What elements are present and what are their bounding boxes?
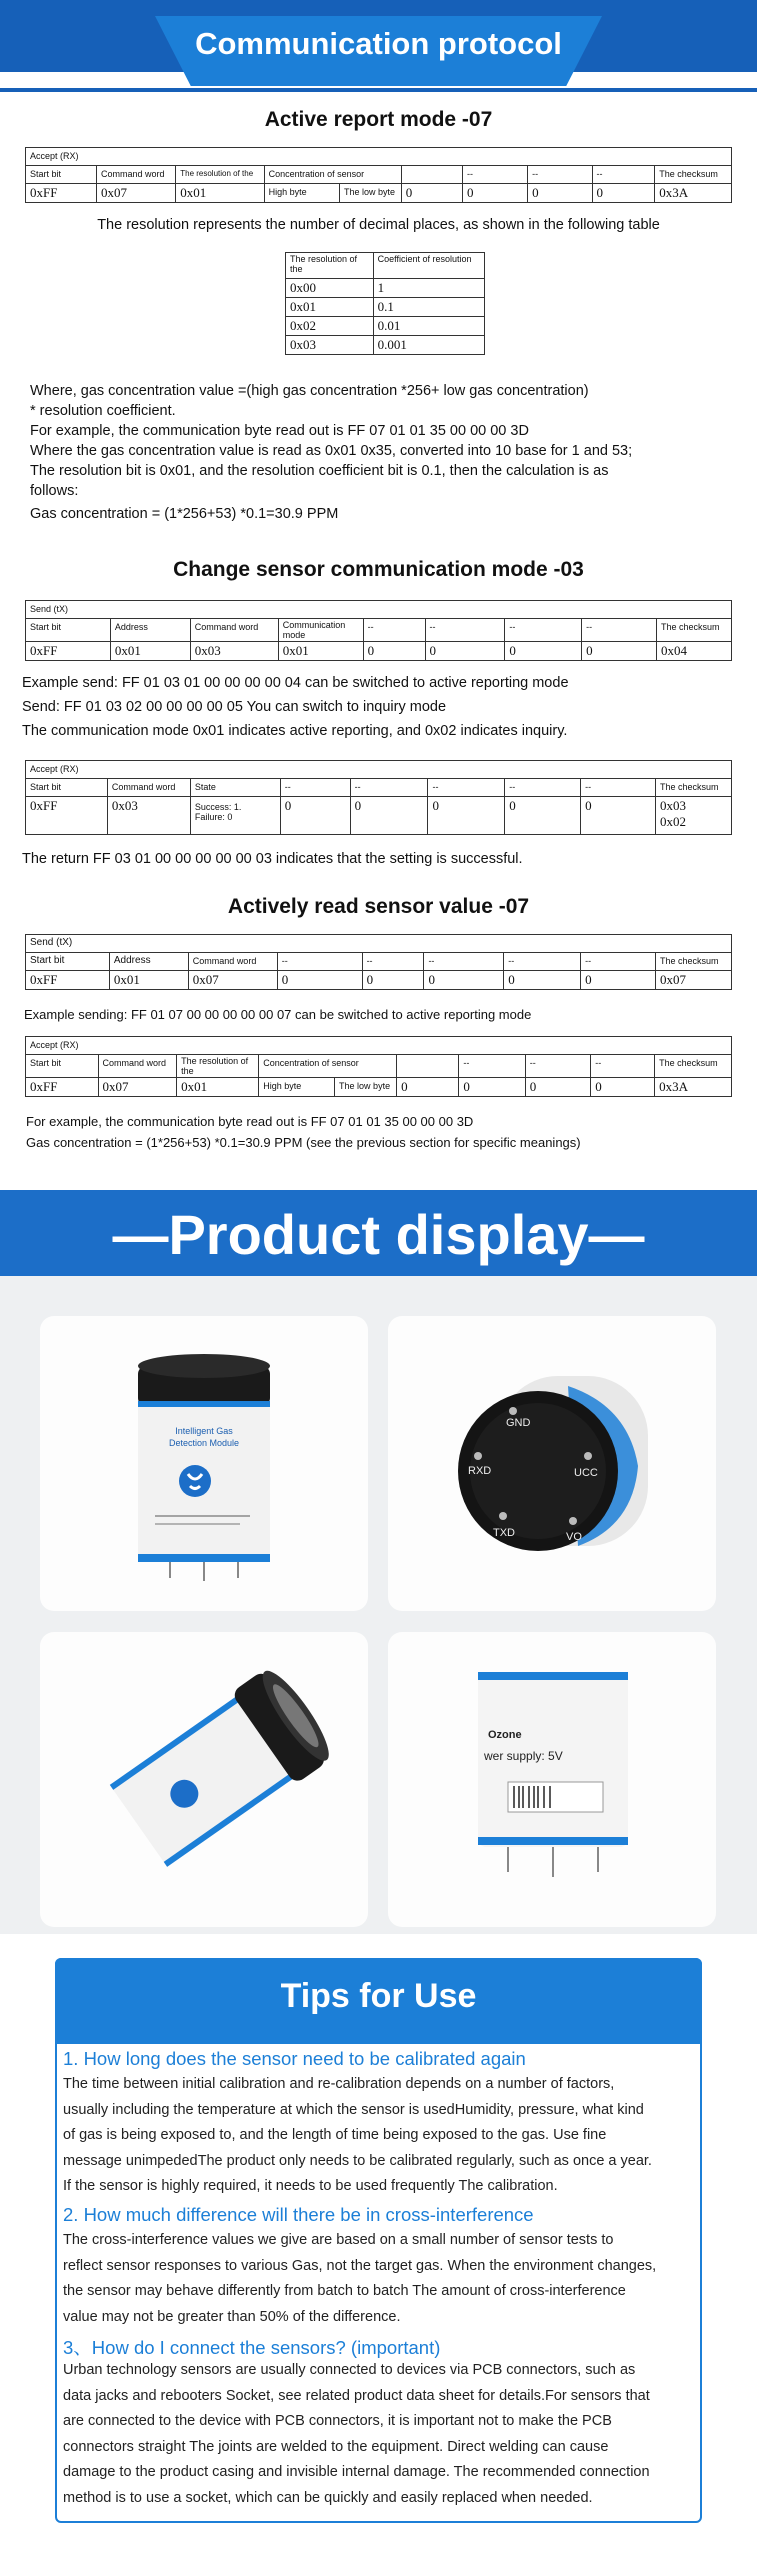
table-cell: 0x03 [286, 336, 374, 355]
send-table-change-mode [25, 600, 732, 661]
table-header: Start bit [26, 953, 110, 971]
table-header: The resolution of the [177, 1055, 259, 1078]
table-header: -- [591, 1055, 655, 1078]
tip-answer-line: reflect sensor responses to various Gas, not the target gas. When the environment changes, [63, 2257, 657, 2274]
explanation-line: Where the gas concentration value is read as 0x01 0x35, converted into 10 base for 1 and 53; [30, 443, 633, 459]
table-header: -- [280, 779, 350, 797]
table-header: Address [109, 953, 188, 971]
sensor-front-illustration [40, 1316, 368, 1611]
table-header: -- [525, 1055, 591, 1078]
table-header: Concentration of sensor [264, 166, 401, 184]
table-subheader-high: High byte [265, 184, 340, 202]
table-cell: 0xFF [26, 184, 97, 203]
table-cell: 0x02 [286, 317, 374, 336]
tips-title: Tips for Use [280, 1977, 477, 2015]
table-header: Concentration of sensor [259, 1055, 397, 1078]
table-cell: 0 [505, 642, 582, 661]
tip-answer-line: The time between initial calibration and re-calibration depends on a number of factors, [63, 2076, 615, 2092]
module-label: Intelligent Gas [175, 1426, 233, 1436]
table-cell: 0 [462, 184, 527, 203]
table-cell: 0 [350, 797, 428, 835]
table-cell: 0x3A [655, 1078, 732, 1097]
table-cell: 0x07 [655, 971, 731, 990]
result-line: The return FF 03 01 00 00 00 00 00 03 indicates that the setting is successful. [22, 851, 523, 867]
product-photo-label [388, 1632, 716, 1927]
gas-label: Ozone [488, 1729, 522, 1741]
table-cell: 0 [428, 797, 505, 835]
table-header: -- [363, 619, 425, 642]
pin-label: TXD [493, 1527, 515, 1539]
product-photo-side [40, 1632, 368, 1927]
table-cell: 0x03 [107, 797, 190, 835]
tip-answer-line: are connected to the device with PCB connectors, it is important not to make the PCB [63, 2413, 612, 2429]
table-header: -- [362, 953, 424, 971]
table-header: Start bit [26, 779, 108, 797]
table-cell: 0 [280, 797, 350, 835]
table-header: The checksum [655, 779, 731, 797]
table-header: The resolution of the [286, 253, 374, 279]
example-line: The communication mode 0x01 indicates active reporting, and 0x02 indicates inquiry. [22, 723, 568, 739]
explanation-line: Where, gas concentration value =(high gas concentration *256+ low gas concentration) [30, 383, 589, 399]
table-header: The checksum [656, 619, 731, 642]
resolution-table [285, 252, 485, 355]
table-cell: 0 [591, 1078, 655, 1097]
tip-answer [63, 2072, 703, 2200]
tip-question: 1. How long does the sensor need to be calibrated again [63, 2048, 526, 2069]
table-cell: 0x07 [188, 971, 277, 990]
table-header: Address [110, 619, 190, 642]
table-cell: 0 [401, 184, 462, 203]
table-header: -- [350, 779, 428, 797]
checksum-cell [655, 797, 731, 835]
table-cell: 0x01 [286, 298, 374, 317]
accept-table-active-read [25, 1036, 732, 1097]
table-cell: 0.001 [373, 336, 484, 355]
table-header: -- [424, 953, 504, 971]
table-header: Command word [98, 1055, 177, 1078]
table-cell: 0 [581, 797, 656, 835]
example-line: For example, the communication byte read out is FF 07 01 01 35 00 00 00 3D [26, 1114, 474, 1129]
table-cell: 0x01 [109, 971, 188, 990]
sensor-pins-illustration [388, 1316, 716, 1611]
explanation-line: Gas concentration = (1*256+53) *0.1=30.9 PPM [30, 506, 339, 522]
table-cell: 0xFF [26, 971, 110, 990]
table-cell: 0x3A [655, 184, 732, 203]
supply-label: wer supply: 5V [484, 1749, 563, 1763]
table-subheader-low: The low byte [343, 187, 396, 197]
pin-label: RXD [468, 1465, 492, 1477]
table-header [401, 166, 462, 184]
table-subheader-high: High byte [259, 1078, 334, 1096]
explanation-line: * resolution coefficient. [30, 403, 176, 419]
accept-table-active-report [25, 147, 732, 203]
table-header: -- [504, 953, 581, 971]
table-header: Start bit [26, 166, 97, 184]
tip-answer-line: usually including the temperature at which the sensor is usedHumidity, pressure, what kind [63, 2101, 644, 2118]
table-header: Command word [96, 166, 175, 184]
table-cell: 0xFF [26, 642, 111, 661]
tip-question: 2. How much difference will there be in cross-interference [63, 2204, 534, 2225]
table-cell: 0 [425, 642, 505, 661]
page-title: Communication protocol [195, 26, 562, 61]
table-header: -- [582, 619, 657, 642]
table-header: -- [505, 779, 581, 797]
table-header: -- [528, 166, 592, 184]
table-header: -- [428, 779, 505, 797]
product-photo-front [40, 1316, 368, 1611]
table-cell: 1 [373, 279, 484, 298]
table-header: Start bit [26, 1055, 99, 1078]
table-cell: 0 [363, 642, 425, 661]
table-cell: 0 [397, 1078, 459, 1097]
table-header: -- [581, 779, 656, 797]
tip-answer-line: method is to use a socket, which can be quickly and easily replaced when needed. [63, 2489, 593, 2506]
table-header: Start bit [26, 619, 111, 642]
product-photo-pins [388, 1316, 716, 1611]
table-header: -- [505, 619, 582, 642]
section-title-active-report: Active report mode -07 [264, 108, 493, 131]
table-header: -- [592, 166, 655, 184]
table-header: State [190, 779, 280, 797]
tip-answer-line: damage to the product casing and invisible internal damage. The recommended connection [63, 2464, 650, 2480]
table-cell: 0x04 [656, 642, 731, 661]
table-header: Command word [107, 779, 190, 797]
tip-answer-line: If the sensor is highly required, it needs to be used frequently The calibration. [63, 2178, 558, 2194]
table-header: -- [459, 1055, 525, 1078]
section-title-change-mode: Change sensor communication mode -03 [173, 558, 584, 581]
tip-answer [63, 2228, 703, 2330]
state-failure: Failure: 0 [194, 812, 233, 822]
tip-question: 3、How do I connect the sensors? (important) [63, 2337, 441, 2358]
resolution-note: The resolution represents the number of decimal places, as shown in the following table [97, 217, 660, 233]
table-cell: 0 [528, 184, 592, 203]
explanation-line: The resolution bit is 0x01, and the resolution coefficient bit is 0.1, then the calculation is as [30, 463, 609, 479]
checksum-value: 0x02 [659, 814, 686, 829]
sensor-label-illustration [388, 1632, 716, 1927]
table-cell: 0 [592, 184, 655, 203]
tip-answer-line: of gas is being exposed to, and the length of time being exposed to the gas. Use fine [63, 2127, 607, 2143]
table-header: -- [462, 166, 527, 184]
table-header: -- [581, 953, 656, 971]
table-cell: 0.1 [373, 298, 484, 317]
table-cell: 0 [505, 797, 581, 835]
table-cell: 0x07 [98, 1078, 177, 1097]
table-cell: 0 [504, 971, 581, 990]
table-header: -- [425, 619, 505, 642]
table-cell: 0x00 [286, 279, 374, 298]
state-success: Success: 1. [194, 802, 242, 812]
example-line: Example send: FF 01 03 01 00 00 00 00 04 can be switched to active reporting mode [22, 675, 569, 691]
state-cell [190, 797, 280, 835]
table-cell: 0 [525, 1078, 591, 1097]
tip-answer-line: message unimpededThe product only needs to be calibrated regularly, such as once a year. [63, 2152, 652, 2169]
table-header: The checksum [655, 1055, 732, 1078]
section-title-active-read: Actively read sensor value -07 [227, 895, 530, 918]
table-cell: 0.01 [373, 317, 484, 336]
table-header: Command word [190, 619, 278, 642]
pin-label: GND [506, 1417, 531, 1429]
table-header: Coefficient of resolution [373, 253, 484, 279]
table-caption: Accept (RX) [26, 761, 732, 779]
table-cell: 0 [424, 971, 504, 990]
table-cell: 0 [582, 642, 657, 661]
table-caption: Accept (RX) [26, 1037, 732, 1055]
table-cell: 0x01 [110, 642, 190, 661]
table-cell: 0xFF [26, 797, 108, 835]
tip-answer-line: data jacks and rebooters Socket, see related product data sheet for details.For sensors that [63, 2387, 650, 2404]
table-cell: 0x07 [96, 184, 175, 203]
tip-answer-line: The cross-interference values we give are based on a small number of sensor tests to [63, 2232, 614, 2248]
tip-answer-line: the sensor may behave differently from batch to batch The amount of cross-interference [63, 2283, 626, 2299]
explanation-line: For example, the communication byte read out is FF 07 01 01 35 00 00 00 3D [30, 423, 529, 439]
example-line: Gas concentration = (1*256+53) *0.1=30.9 PPM (see the previous section for specific meanings) [26, 1135, 581, 1150]
tip-answer-line: value may not be greater than 50% of the difference. [63, 2308, 401, 2325]
table-caption: Send (tX) [26, 601, 732, 619]
tip-answer [63, 2358, 703, 2511]
table-header: The checksum [655, 166, 732, 184]
module-label: Detection Module [168, 1438, 240, 1448]
table-cell: 0xFF [26, 1078, 99, 1097]
explanation-line: follows: [30, 483, 79, 499]
example-line: Example sending: FF 01 07 00 00 00 00 00 07 can be switched to active reporting mode [24, 1007, 532, 1022]
table-cell: 0x01 [278, 642, 363, 661]
accept-table-change-mode [25, 760, 732, 835]
table-cell: 0 [581, 971, 656, 990]
table-cell: 0 [362, 971, 424, 990]
table-cell: 0x03 [190, 642, 278, 661]
product-display-title: —Product display— [112, 1203, 645, 1266]
table-caption: Send (tX) [26, 935, 732, 953]
table-cell: 0 [459, 1078, 525, 1097]
table-cell: 0x01 [177, 1078, 259, 1097]
example-line: Send: FF 01 03 02 00 00 00 00 05 You can switch to inquiry mode [22, 699, 447, 715]
checksum-value: 0x03 [659, 798, 686, 813]
table-cell: 0 [277, 971, 362, 990]
table-header: The checksum [655, 953, 731, 971]
pin-label: UCC [574, 1467, 598, 1479]
table-cell: 0x01 [176, 184, 264, 203]
table-header: -- [277, 953, 362, 971]
table-header: The resolution of the [176, 166, 264, 184]
sensor-side-illustration [40, 1632, 368, 1927]
send-table-active-read [25, 934, 732, 990]
tip-answer-line: connectors straight The joints are welded to the equipment. Direct welding can cause [63, 2438, 609, 2455]
tip-answer-line: Urban technology sensors are usually connected to devices via PCB connectors, such as [63, 2362, 636, 2378]
table-header: Command word [188, 953, 277, 971]
pin-label: VO [566, 1531, 582, 1543]
table-header [397, 1055, 459, 1078]
table-subheader-low: The low byte [339, 1081, 391, 1091]
table-caption: Accept (RX) [26, 148, 732, 166]
table-header: Communication mode [278, 619, 363, 642]
